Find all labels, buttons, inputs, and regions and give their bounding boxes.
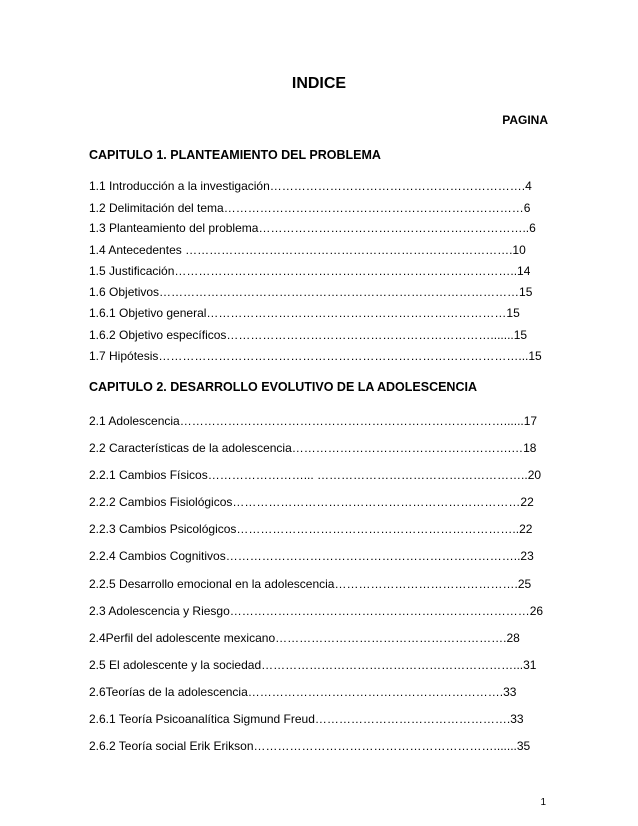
toc-entry: 2.2.3 Cambios Psicológicos……………………………………………………………..22 bbox=[89, 522, 533, 536]
toc-entry: 1.1 Introducción a la investigación……………………………………………………….4 bbox=[89, 179, 532, 193]
toc-entry: 1.7 Hipótesis………………………………………………………………………………...15 bbox=[89, 349, 542, 363]
toc-entry: 2.3 Adolescencia y Riesgo…………………………………………………………………26 bbox=[89, 604, 544, 618]
toc-entry: 1.6.2 Objetivo específicos………………………………………………………….......15 bbox=[89, 328, 528, 342]
toc-entry: 1.4 Antecedentes ……………………………………………………………………….10 bbox=[89, 243, 526, 257]
toc-entry: 1.5 Justificación…………………………………………………………………………..14 bbox=[89, 264, 531, 278]
toc-entry: 2.2.5 Desarrollo emocional en la adolescencia……………………………………….25 bbox=[89, 577, 532, 591]
toc-entry: 2.2 Características de la adolescencia……………………………………………….…18 bbox=[89, 441, 537, 455]
page-column-label: PAGINA bbox=[502, 113, 548, 127]
toc-entry: 2.1 Adolescencia………………………………………………………………………......17 bbox=[89, 414, 538, 428]
toc-entry: 2.6.2 Teoría social Erik Erikson…………………………………………………….......35 bbox=[89, 739, 531, 753]
page-number: 1 bbox=[540, 797, 546, 808]
toc-entry: 2.6Teorías de la adolescencia……………………………………………………….33 bbox=[89, 685, 517, 699]
toc-entry: 1.6 Objetivos………………………………………………………………………………15 bbox=[89, 285, 533, 299]
index-title: INDICE bbox=[291, 75, 347, 92]
toc-entry: 2.6.1 Teoría Psicoanalítica Sigmund Freud………………………………………….33 bbox=[89, 712, 524, 726]
toc-entry: 2.2.2 Cambios Fisiológicos………………………………………………………………22 bbox=[89, 495, 534, 509]
toc-entry: 1.6.1 Objetivo general…………………………………………………………………15 bbox=[89, 306, 520, 320]
chapter-heading: CAPITULO 1. PLANTEAMIENTO DEL PROBLEMA bbox=[89, 148, 381, 162]
toc-entry: 2.5 El adolescente y la sociedad………………………………………………………...31 bbox=[89, 658, 537, 672]
chapter-heading: CAPITULO 2. DESARROLLO EVOLUTIVO DE LA ADOLESCENCIA bbox=[89, 380, 477, 394]
toc-entry: 2.2.1 Cambios Físicos……………………... ……………………………………………..20 bbox=[89, 468, 542, 482]
toc-entry: 1.3 Planteamiento del problema…………………………………………………………..6 bbox=[89, 221, 536, 235]
toc-entry: 1.2 Delimitación del tema…………………………………………………………………6 bbox=[89, 201, 531, 215]
toc-entry: 2.2.4 Cambios Cognitivos………………………………………………………………..23 bbox=[89, 549, 534, 563]
toc-entry: 2.4Perfil del adolescente mexicano………………………………………………….28 bbox=[89, 631, 520, 645]
